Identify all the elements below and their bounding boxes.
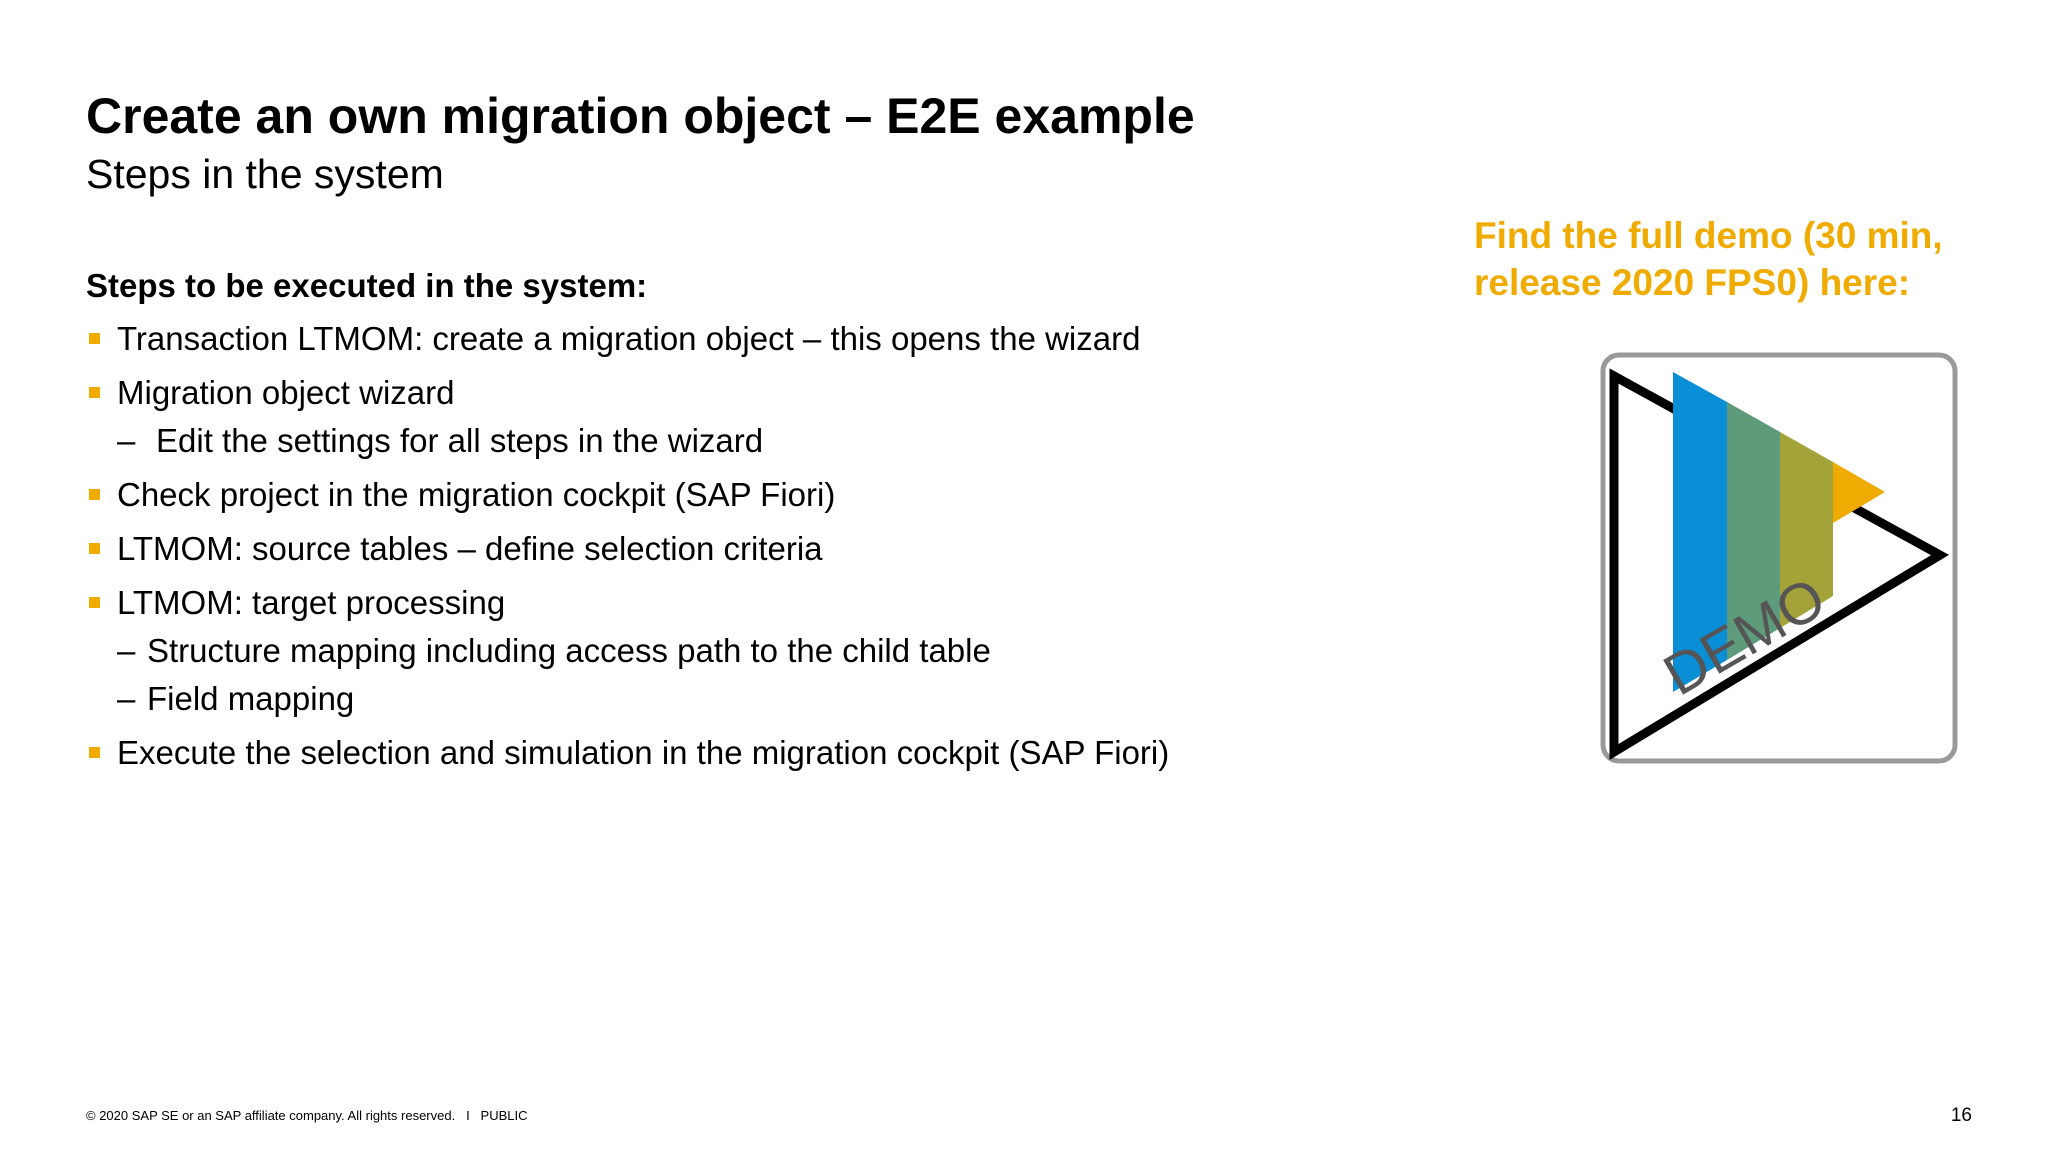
footer-separator: I <box>466 1108 470 1123</box>
footer-copyright <box>86 1108 528 1124</box>
sub-list-item-text: Edit the settings for all steps in the wizard <box>156 422 764 459</box>
list-item-text: Migration object wizard <box>117 374 455 411</box>
list-item-text: LTMOM: source tables – define selection criteria <box>117 530 823 567</box>
demo-callout-line: release 2020 FPS0) here: <box>1474 262 1911 303</box>
steps-list <box>86 315 1466 777</box>
sub-list-item-text: Field mapping <box>147 680 355 717</box>
bullet-square-icon <box>89 387 100 398</box>
demo-callout-line: Find the full demo (30 min, <box>1474 215 1943 256</box>
sub-list <box>117 627 1466 723</box>
slide-subtitle: Steps in the system <box>86 151 444 197</box>
classification-label: PUBLIC <box>480 1108 528 1123</box>
bullet-square-icon <box>89 543 100 554</box>
demo-label: DEMO <box>1653 564 1837 709</box>
dash-marker: – <box>117 680 136 717</box>
list-item <box>86 471 1466 519</box>
list-item-text: Transaction LTMOM: create a migration object – this opens the wizard <box>117 320 1141 357</box>
list-item-text: LTMOM: target processing <box>117 584 506 621</box>
bullet-square-icon <box>89 747 100 758</box>
section-heading: Steps to be executed in the system: <box>86 267 648 304</box>
copyright-text: © 2020 SAP SE or an SAP affiliate company. All rights reserved. <box>86 1108 456 1123</box>
bullet-square-icon <box>89 597 100 608</box>
list-item <box>86 315 1466 363</box>
demo-play-icon[interactable] <box>1600 352 1958 764</box>
sub-list-item <box>117 627 1466 675</box>
bullet-square-icon <box>89 333 100 344</box>
list-item <box>86 525 1466 573</box>
sub-list-item-text: Structure mapping including access path to the child table <box>147 632 991 669</box>
bullet-square-icon <box>89 489 100 500</box>
list-item <box>86 729 1466 777</box>
dash-marker: – <box>117 632 136 669</box>
slide-title: Create an own migration object – E2E example <box>86 88 1195 144</box>
list-item-text: Check project in the migration cockpit (SAP Fiori) <box>117 476 836 513</box>
list-item <box>86 369 1466 465</box>
page-number: 16 <box>1950 1105 1972 1126</box>
demo-callout <box>1474 212 1943 306</box>
dash-marker: – <box>117 422 136 459</box>
sub-list <box>117 417 1466 465</box>
list-item <box>86 579 1466 723</box>
sub-list-item <box>117 675 1466 723</box>
slide-body <box>86 262 1466 783</box>
sub-list-item <box>117 417 1466 465</box>
list-item-text: Execute the selection and simulation in the migration cockpit (SAP Fiori) <box>117 734 1170 771</box>
